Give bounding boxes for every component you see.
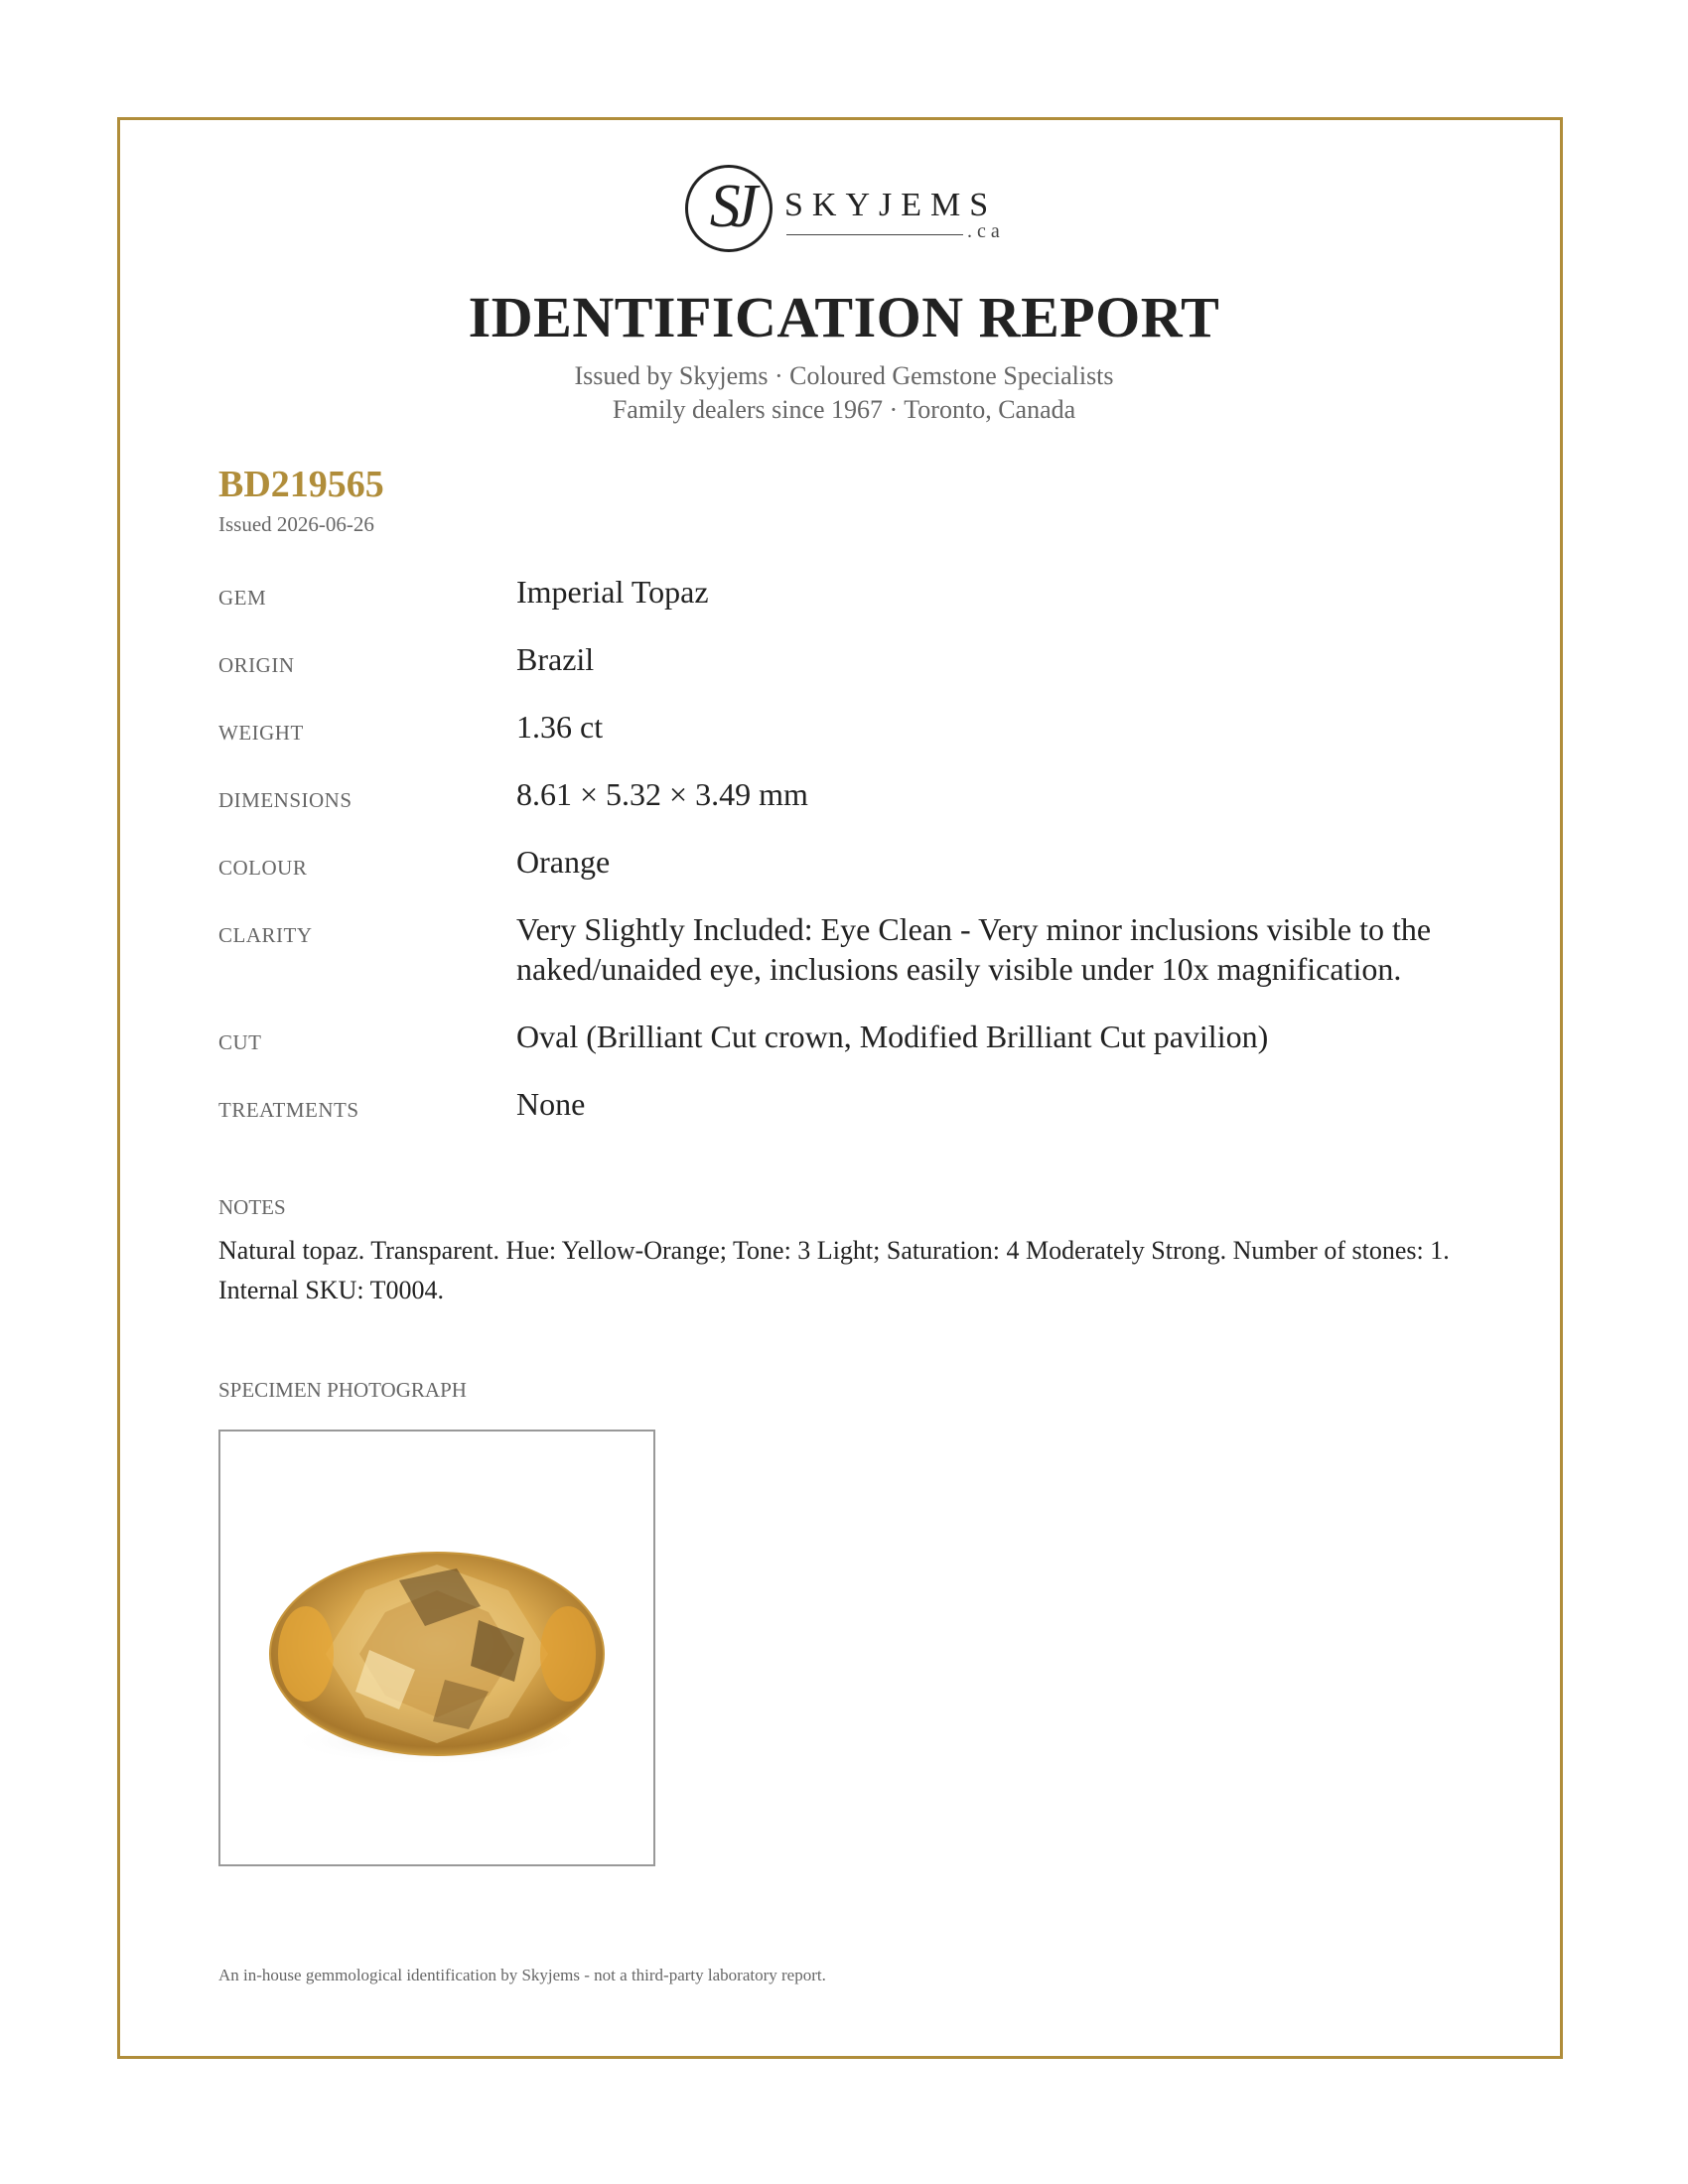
cut-value: Oval (Brilliant Cut crown, Modified Brilliant Cut pavilion) (516, 1019, 1269, 1054)
skyjems-logo (685, 165, 1003, 264)
report-title: IDENTIFICATION REPORT (468, 285, 1220, 349)
photo-label: SPECIMEN PHOTOGRAPH (218, 1378, 467, 1402)
notes-text: Natural topaz. Transparent. Hue: Yellow-Orange; Tone: 3 Light; Saturation: 4 Moderately Strong. Number of stones: 1. Internal SKU: T0004. (218, 1236, 1450, 1304)
treatments-label: TREATMENTS (218, 1098, 359, 1122)
logo-monogram: SJ (709, 173, 749, 240)
logo-wordmark: SKYJEMS (784, 187, 998, 223)
weight-label: WEIGHT (218, 721, 304, 745)
logo-domain: .ca (967, 220, 1005, 242)
origin-label: ORIGIN (218, 653, 295, 677)
clarity-value: Very Slightly Included: Eye Clean - Very minor inclusions visible to the naked/unaided eye, inclusions easily visible under 10x magnification. (516, 911, 1432, 987)
cut-label: CUT (218, 1030, 262, 1054)
gem-value: Imperial Topaz (516, 574, 709, 610)
dimensions-label: DIMENSIONS (218, 788, 352, 812)
colour-label: COLOUR (218, 856, 308, 880)
gemstone-image (220, 1432, 653, 1864)
issuer-line: Issued by Skyjems · Coloured Gemstone Specialists (574, 361, 1114, 390)
location-line: Family dealers since 1967 · Toronto, Canada (612, 395, 1076, 424)
logo-rule (786, 234, 963, 235)
report-id: BD219565 (218, 464, 384, 505)
issue-date: Issued 2026-06-26 (218, 512, 374, 536)
colour-value: Orange (516, 844, 611, 880)
specimen-photo (218, 1430, 655, 1866)
clarity-label: CLARITY (218, 923, 313, 947)
dimensions-value: 8.61 × 5.32 × 3.49 mm (516, 776, 808, 812)
gem-label: GEM (218, 586, 267, 610)
weight-value: 1.36 ct (516, 709, 604, 745)
disclaimer-footer: An in-house gemmological identification by Skyjems - not a third-party laboratory report. (218, 1966, 826, 1984)
origin-value: Brazil (516, 641, 595, 677)
treatments-value: None (516, 1086, 586, 1122)
notes-label: NOTES (218, 1195, 286, 1219)
